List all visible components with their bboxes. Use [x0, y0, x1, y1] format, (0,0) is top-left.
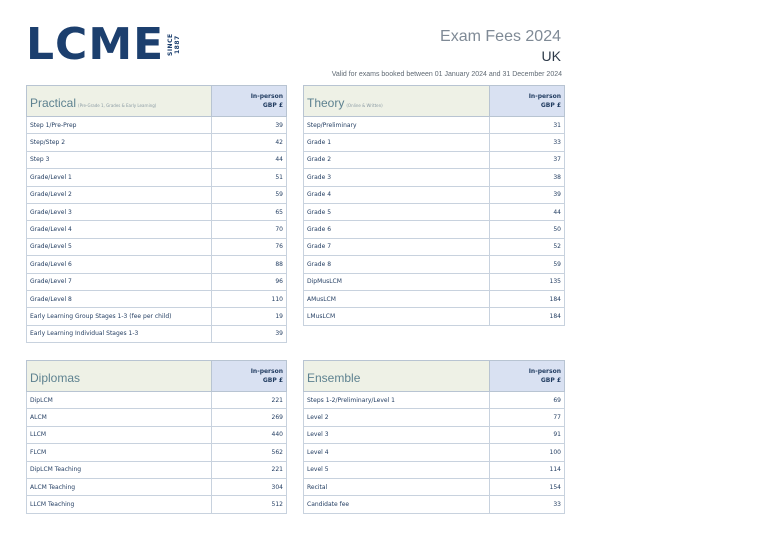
exam-name-cell: Early Learning Group Stages 1-3 (fee per child)	[27, 308, 212, 325]
fee-header-line2: GBP £	[540, 102, 561, 109]
region-label: UK	[541, 48, 561, 64]
fee-cell: 96	[212, 273, 287, 290]
fee-cell: 59	[490, 256, 565, 273]
table-row	[304, 169, 565, 186]
validity-note: Valid for exams booked between 01 January 2024 and 31 December 2024	[331, 71, 562, 78]
exam-name-cell: Grade 8	[304, 256, 490, 273]
fee-cell: 304	[212, 478, 287, 495]
table-row	[304, 238, 565, 255]
table-row	[304, 186, 565, 203]
table-row	[27, 273, 287, 290]
exam-name-cell: Step/Step 2	[27, 134, 212, 151]
table-row	[304, 409, 565, 426]
fee-cell: 33	[490, 496, 565, 513]
table-row	[304, 117, 565, 134]
exam-name-cell: Candidate fee	[304, 496, 490, 513]
exam-name-cell: DipLCM Teaching	[27, 461, 212, 478]
exam-name-cell: Level 5	[304, 461, 490, 478]
table-row	[27, 186, 287, 203]
fee-cell: 135	[490, 273, 565, 290]
table-row	[304, 478, 565, 495]
table-row	[27, 409, 287, 426]
table-row	[304, 308, 565, 325]
table-row	[27, 461, 287, 478]
fee-cell: 184	[490, 290, 565, 307]
table-row	[27, 496, 287, 513]
fee-cell: 19	[212, 308, 287, 325]
fee-header-line1: In-person	[528, 368, 561, 375]
fee-cell: 59	[212, 186, 287, 203]
exam-name-cell: AMusLCM	[304, 290, 490, 307]
table-row	[27, 444, 287, 461]
exam-name-cell: Grade 4	[304, 186, 490, 203]
page-title-block	[440, 28, 561, 64]
fee-cell: 52	[490, 238, 565, 255]
fee-cell: 69	[490, 392, 565, 409]
ensemble-fee-table	[303, 360, 565, 514]
exam-name-cell: Grade/Level 8	[27, 290, 212, 307]
exam-name-cell: DipMusLCM	[304, 273, 490, 290]
table-row	[27, 256, 287, 273]
fee-cell: 440	[212, 426, 287, 443]
fee-cell: 38	[490, 169, 565, 186]
fee-cell: 44	[490, 203, 565, 220]
fee-column-header	[212, 361, 287, 392]
fee-cell: 44	[212, 151, 287, 168]
table-header-ensemble	[304, 361, 490, 392]
fee-cell: 91	[490, 426, 565, 443]
fee-header-line1: In-person	[250, 93, 283, 100]
exam-name-cell: Grade 5	[304, 203, 490, 220]
section-subtitle: (Pre-Grade 1, Grades & Early Learning)	[78, 102, 157, 108]
exam-name-cell: Grade 3	[304, 169, 490, 186]
fee-cell: 33	[490, 134, 565, 151]
table-row	[27, 203, 287, 220]
exam-name-cell: Grade 6	[304, 221, 490, 238]
fee-cell: 100	[490, 444, 565, 461]
table-row	[304, 203, 565, 220]
fee-cell: 221	[212, 392, 287, 409]
fee-header-line1: In-person	[528, 93, 561, 100]
exam-name-cell: ALCM	[27, 409, 212, 426]
fee-cell: 51	[212, 169, 287, 186]
fee-cell: 50	[490, 221, 565, 238]
fee-header-line1: In-person	[250, 368, 283, 375]
table-header-theory	[304, 86, 490, 117]
fee-cell: 512	[212, 496, 287, 513]
table-header-practical	[27, 86, 212, 117]
table-row	[304, 426, 565, 443]
exam-name-cell: Level 3	[304, 426, 490, 443]
exam-name-cell: Grade 7	[304, 238, 490, 255]
exam-name-cell: ALCM Teaching	[27, 478, 212, 495]
fee-cell: 114	[490, 461, 565, 478]
exam-name-cell: Grade/Level 2	[27, 186, 212, 203]
fee-header-line2: GBP £	[262, 102, 283, 109]
exam-name-cell: Step 1/Pre-Prep	[27, 117, 212, 134]
fee-cell: 154	[490, 478, 565, 495]
table-row	[304, 444, 565, 461]
fee-cell: 184	[490, 308, 565, 325]
table-row	[27, 169, 287, 186]
section-title: Theory	[307, 95, 345, 110]
fee-header-line2: GBP £	[540, 377, 561, 384]
exam-name-cell: LMusLCM	[304, 308, 490, 325]
exam-name-cell: Grade/Level 1	[27, 169, 212, 186]
fee-cell: 562	[212, 444, 287, 461]
exam-name-cell: Grade/Level 6	[27, 256, 212, 273]
table-row	[27, 426, 287, 443]
exam-name-cell: Grade/Level 5	[27, 238, 212, 255]
table-row	[27, 325, 287, 342]
exam-name-cell: Grade/Level 4	[27, 221, 212, 238]
table-row	[304, 273, 565, 290]
fee-column-header	[490, 86, 565, 117]
table-row	[27, 478, 287, 495]
exam-name-cell: Grade/Level 7	[27, 273, 212, 290]
table-row	[304, 290, 565, 307]
exam-name-cell: Step/Preliminary	[304, 117, 490, 134]
table-row	[304, 134, 565, 151]
table-row	[304, 256, 565, 273]
fee-cell: 37	[490, 151, 565, 168]
fee-cell: 76	[212, 238, 287, 255]
table-row	[27, 151, 287, 168]
lcme-logo	[26, 19, 182, 70]
fee-header-line2: GBP £	[262, 377, 283, 384]
exam-name-cell: Steps 1-2/Preliminary/Level 1	[304, 392, 490, 409]
exam-name-cell: Early Learning Individual Stages 1-3	[27, 325, 212, 342]
table-row	[27, 308, 287, 325]
fee-cell: 39	[212, 325, 287, 342]
fee-cell: 88	[212, 256, 287, 273]
diplomas-fee-table	[26, 360, 287, 514]
exam-name-cell: Grade/Level 3	[27, 203, 212, 220]
exam-name-cell: Level 4	[304, 444, 490, 461]
table-row	[27, 117, 287, 134]
exam-name-cell: LLCM	[27, 426, 212, 443]
fee-cell: 269	[212, 409, 287, 426]
exam-name-cell: Step 3	[27, 151, 212, 168]
table-row	[304, 461, 565, 478]
theory-fee-table	[303, 85, 565, 326]
logo-wordmark: LCME	[26, 19, 165, 70]
table-row	[27, 290, 287, 307]
section-title: Ensemble	[307, 370, 361, 385]
table-row	[27, 392, 287, 409]
table-header-diplomas	[27, 361, 212, 392]
table-row	[27, 238, 287, 255]
section-title: Practical	[30, 95, 77, 110]
table-row	[304, 496, 565, 513]
fee-cell: 39	[490, 186, 565, 203]
fee-cell: 70	[212, 221, 287, 238]
exam-name-cell: LLCM Teaching	[27, 496, 212, 513]
fee-column-header	[212, 86, 287, 117]
fee-column-header	[490, 361, 565, 392]
fee-cell: 39	[212, 117, 287, 134]
fee-cell: 31	[490, 117, 565, 134]
fee-cell: 42	[212, 134, 287, 151]
exam-name-cell: Grade 2	[304, 151, 490, 168]
fee-cell: 77	[490, 409, 565, 426]
exam-name-cell: DipLCM	[27, 392, 212, 409]
section-subtitle: (Online & Written)	[346, 102, 383, 108]
table-row	[304, 392, 565, 409]
exam-name-cell: Recital	[304, 478, 490, 495]
page-title: Exam Fees 2024	[440, 28, 561, 45]
exam-name-cell: Level 2	[304, 409, 490, 426]
table-row	[304, 151, 565, 168]
logo-since-text: SINCE 1887	[167, 33, 182, 57]
fee-cell: 110	[212, 290, 287, 307]
fee-cell: 221	[212, 461, 287, 478]
table-row	[27, 221, 287, 238]
table-row	[304, 221, 565, 238]
section-title: Diplomas	[30, 370, 81, 385]
exam-name-cell: FLCM	[27, 444, 212, 461]
exam-name-cell: Grade 1	[304, 134, 490, 151]
practical-fee-table	[26, 85, 287, 343]
fee-cell: 65	[212, 203, 287, 220]
table-row	[27, 134, 287, 151]
